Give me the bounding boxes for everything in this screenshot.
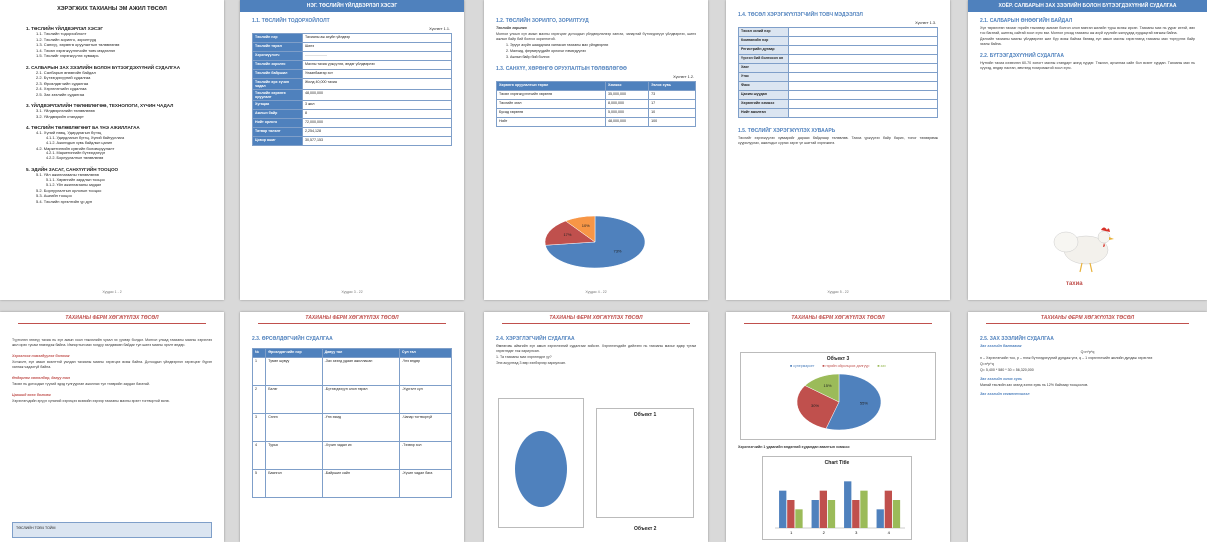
table-key: Төслийн зорилго xyxy=(253,61,303,70)
page-footer: Хуудас 1 - 2 xyxy=(102,290,122,294)
table-row xyxy=(497,91,696,100)
page-project-definition[interactable] xyxy=(240,0,464,300)
toc-item: 5.1.1. Хөрөнгийн зардлын тооцоо xyxy=(46,177,105,182)
table-cell: Тумэн шувуу xyxy=(266,358,322,386)
goals-list xyxy=(484,43,708,60)
table-header-cell: № xyxy=(253,349,266,358)
page-header: ТАХИАНЫ ФЕРМ ХӨГЖҮҮЛЭХ ТӨСӨЛ xyxy=(258,312,446,324)
table-row xyxy=(253,101,452,110)
table-key: Төслийн нэр xyxy=(253,34,303,43)
section-title: 1.2. ТӨСЛИЙН ЗОРИЛГО, ЗОРИЛТУУД xyxy=(496,18,589,24)
section-title: 2.3. ӨРСӨЛДӨГЧИЙН СУДАЛГАА xyxy=(252,336,333,342)
paragraph: Хүн төрөлхтөн тахиаг гэрийн тэжээвэр амьтан болгон олон мянган жилийн турш өсгөж ирсэн. Тахианы мах нь уураг ихтэй, өөх тос багатай, шингэц сайтай хоол хүнс юм. Монгол улсад тахианы аж ахуй сүүлийн жилүүдэд хурдацтай хөгжиж байна. xyxy=(980,26,1195,35)
table-key: Цахим шуудан xyxy=(739,91,789,100)
table-key: Төсөл эзний нэр xyxy=(739,28,789,37)
toc-section: 2. САЛБАРЫН ЗАХ ЗЭЭЛИЙН БОЛОН БҮТЭЭГДЭХҮҮНИЙ СУДАЛГАА xyxy=(26,64,181,70)
table-row xyxy=(497,118,696,127)
toc-item: 4.2.1. Маркетингийн бүтээгдэхүүн xyxy=(46,151,106,155)
table-row xyxy=(253,386,452,414)
table-cell: -Байршил сайн xyxy=(322,470,399,498)
formula: Q= 5,400 * 580 * 30 = 56,320,000 xyxy=(980,368,1034,372)
toc-title: ХЭРЭГЖИХ ТАХИАНЫ ЭМ АЖИЛ ТӨСӨЛ xyxy=(57,6,167,12)
table-cell: Сэнгэ xyxy=(266,414,322,442)
page-header: НЭГ. ТӨСЛИЙН ҮЙЛДВЭРЛЭЛ ХЭСЭГ xyxy=(240,0,464,12)
table-value xyxy=(789,28,938,37)
table-row xyxy=(739,73,938,82)
object-2-title: Объект 2 xyxy=(634,526,657,532)
toc-section: 4. ТӨСЛИЙН ТӨЛӨВЛӨГӨӨТ БА ҮНЭ АЖИЛЛАГАА xyxy=(26,125,140,130)
section-title: 1.3. САНХҮҮ, ХӨРӨНГӨ ОРУУЛАЛТЫН ТӨЛӨВЛӨГӨӨ xyxy=(496,66,627,72)
table-key: Хөрөнгийн хэмжээ xyxy=(739,100,789,109)
table-header-row xyxy=(253,349,452,358)
toc-item: 3.1. Үйлдвэрлэлийн төлөвлөгөө xyxy=(36,108,95,113)
table-header-cell: Хэмжээ xyxy=(605,82,648,91)
table-key: Компанийн нэр xyxy=(739,37,789,46)
table-key: Нийт ажилтан xyxy=(739,109,789,118)
table-value xyxy=(789,82,938,91)
table-row xyxy=(253,119,452,128)
page-industry[interactable] xyxy=(968,0,1207,300)
table-cell: 10 xyxy=(649,109,696,118)
toc-item: 2.2. Бүтээгдэхүүний судалгаа xyxy=(36,75,91,80)
table-key: Хэрэгжүүлэгч xyxy=(253,52,303,61)
table-cell: 5 xyxy=(253,470,266,498)
subheading: Зах зээлийн сегментчилэл xyxy=(980,392,1030,396)
table-cell: Нийт xyxy=(497,118,606,127)
table-key: Хугацаа xyxy=(253,101,303,110)
table-value: Улаанбаатар хот xyxy=(303,70,452,79)
pie-label: 15% xyxy=(823,383,832,389)
table-value xyxy=(789,55,938,64)
table-cell: Төсөл хэрэгжүүлэгчийн хөрөнгө xyxy=(497,91,606,100)
table-key: Үүсгэн бий болгосон он xyxy=(739,55,789,64)
table-row xyxy=(253,110,452,119)
table-key: Регистрийн дугаар xyxy=(739,46,789,55)
table-cell: -Чанар тогтворгүй xyxy=(399,414,451,442)
chicken-image xyxy=(1052,220,1122,280)
table-row xyxy=(253,442,452,470)
table-row xyxy=(253,79,452,90)
table-value: 2,254,128 xyxy=(303,128,452,137)
toc-item: 5.1. Үйл ажиллагааны төлөвлөгөө xyxy=(36,172,99,177)
section-title: 2.5. ЗАХ ЗЭЭЛИЙН СУДАЛГАА xyxy=(980,336,1054,342)
table-cell: 4 xyxy=(253,442,266,470)
toc-item: 5.2. Борлуулалтын орлогын тооцоо xyxy=(36,187,102,193)
table-row xyxy=(253,90,452,101)
page-competitors[interactable] xyxy=(240,312,464,542)
table-cell: 2 xyxy=(253,386,266,414)
bar xyxy=(828,500,835,528)
table-row xyxy=(739,64,938,73)
legend-item: ■ зах xyxy=(877,364,886,368)
toc-item: 1.4. Төсөл хэрэгжүүлэгчийн товч мэдээлэл xyxy=(36,47,116,53)
pie-slice xyxy=(515,431,567,507)
table-value xyxy=(789,109,938,118)
table-key: Ажлын байр xyxy=(253,110,303,119)
subheading: Хэрэглээг нэмэгдүүлэх боломж xyxy=(12,354,70,358)
list-item: 3. Ажлын байр бий болгох xyxy=(506,55,550,59)
table-cell: Бэлэг xyxy=(266,386,322,414)
page-header: ХОЁР. САЛБАРЫН ЗАХ ЗЭЭЛИЙН БОЛОН БҮТЭЭГДЭХҮҮНИЙ СУДАЛГАА xyxy=(968,0,1207,12)
table-value xyxy=(789,64,938,73)
table-key: Нийт орлого xyxy=(253,119,303,128)
paragraph: Төсөл нь дотоодын түүхий эдэд тулгуурлан ажиллах тул тээврийн зардал багатай. xyxy=(12,382,150,386)
bar-chart-svg xyxy=(763,466,913,540)
table-row xyxy=(253,34,452,43)
table-cell: -Үнэ өндөр xyxy=(399,358,451,386)
table-row xyxy=(497,100,696,109)
list-item: 2. Малчид, фермерүүдийн орлогыг нэмэгдүүлэх xyxy=(506,49,586,53)
subheading: Төслийн зорилго xyxy=(496,26,527,30)
table-header-cell: Эзлэх хувь xyxy=(649,82,696,91)
object-3-chart xyxy=(740,352,936,440)
table-row xyxy=(739,28,938,37)
formula: Q=n*p*q xyxy=(1080,350,1095,354)
table-cell: 73 xyxy=(649,91,696,100)
consumer-pie-small xyxy=(498,398,584,528)
paragraph: n – Хэрэглэгчийн тоо, p – нэгж бүтээгдэхүүний дундаж үнэ, q – 1 хэрэглэгчийн жилийн дундаж хэрэглээ xyxy=(980,356,1153,360)
bar xyxy=(787,500,794,528)
table-row xyxy=(253,70,452,79)
bar xyxy=(779,491,786,528)
section-title: 1.1. ТӨСЛИЙН ТОДОРХОЙЛОЛТ xyxy=(252,18,330,24)
summary-box: ТӨСЛИЙН ТОВЧ ТОЙМ xyxy=(12,522,212,538)
investment-table xyxy=(496,81,696,127)
table-value: 30,577,153 xyxy=(303,137,452,146)
table-row xyxy=(253,61,452,70)
toc-list xyxy=(0,12,224,204)
page-header: ТАХИАНЫ ФЕРМ ХӨГЖҮҮЛЭХ ТӨСӨЛ xyxy=(502,312,690,324)
table-cell: Турья xyxy=(266,442,322,470)
list-item: 1. Эрүүл ахуйн шаардлага хангасан тахианы мах үйлдвэрлэх xyxy=(506,43,609,47)
toc-section: 1. ТӨСЛИЙН ҮЙЛДВЭРЛЭЛ ХЭСЭГ xyxy=(26,26,103,31)
toc-item: 1.2. Төслийн зорилго, зорилтууд xyxy=(36,36,97,42)
table-row xyxy=(253,470,452,498)
paragraph: Өмнөговь аймгийн хүн амын хэрэглээний судалгааг хийсэн. Хэрэглэгчдийн дийлэнх нь тахианы махыг өдөр тутам хэрэглэдэг гэж хариулсан. xyxy=(496,344,696,353)
table-cell: -Хүргэлт сул xyxy=(399,386,451,414)
table-key: Төслийн өрх хүчин чадал xyxy=(253,79,303,90)
table-row xyxy=(739,109,938,118)
table-header-cell: Хөрөнгө оруулалтын төрөл xyxy=(497,82,606,91)
toc-item: 2.3. Өрсөлдөгчийн судалгаа xyxy=(36,80,89,86)
table-row xyxy=(739,91,938,100)
table-key: Төслийн хөрөнгө оруулалт xyxy=(253,90,303,101)
table-value: 72,000,000 xyxy=(303,119,452,128)
paragraph: Төслийг хэрэгжүүлэх хуваарийг дараах байдлаар төлөвлөв. Тахиа үржүүлэх байр барих, тоног төхөөрөмж суурилуулах, ажилчдыг сургах зэрэг үе шаттай хэрэгжинэ. xyxy=(738,136,938,145)
bar xyxy=(812,500,819,528)
table-row xyxy=(497,109,696,118)
table-cell: -Тээвэр хол xyxy=(399,442,451,470)
paragraph: Нутгийн тахиа ихэвчлэн 60-70 хоногт махны стандарт жинд хүрдэг. Тэжээл, арчилгаа сайн бол өсөлт хурдан. Тахианы мах нь хүүхэд, өндөр настан, өвчтөнд тохиромжтой хоол хүнс. xyxy=(980,61,1195,70)
page-header: ТАХИАНЫ ФЕРМ ХӨГЖҮҮЛЭХ ТӨСӨЛ xyxy=(18,312,206,324)
section-title: 1.4. ТӨСӨЛ ХЭРЭГЖҮҮЛЭГЧИЙН ТОВЧ МЭДЭЭЛЭЛ xyxy=(738,12,863,18)
pie-label: 55% xyxy=(859,400,868,406)
image-label: тахиа xyxy=(1066,281,1083,287)
table-value: Тахианы аж ахуйн үйлдвэр xyxy=(303,34,452,43)
bar xyxy=(877,509,884,528)
paragraph: Энэ асуултад 3 өөр хэлбэрээр хариулсан. xyxy=(496,361,567,365)
toc-item: 2.4. Хэрэглэгчийн судалгаа xyxy=(36,86,87,91)
pie-label: 17% xyxy=(563,231,572,237)
toc-item: 1.1. Төслийн тодорхойлолт xyxy=(36,31,87,36)
table-key: Хаяг xyxy=(739,64,789,73)
table-header-cell: Давуу тал xyxy=(322,349,399,358)
toc-item: 4.1.1. Удирдлагын бүтэц, Хүний байгууллага xyxy=(46,135,125,140)
table-row xyxy=(253,43,452,52)
section-title: 2.2. БҮТЭЭГДЭХҮҮНИЙ СУДАЛГАА xyxy=(980,53,1064,59)
table-value: Махны тахиа үржүүлэх, өндөг үйлдвэрлэх xyxy=(303,61,452,70)
table-value: 3 жил xyxy=(303,101,452,110)
table-caption: Хүснэгт 1.2. xyxy=(673,75,694,79)
chart-title: Объект 3 xyxy=(826,356,850,362)
table-cell: Баянгол xyxy=(266,470,322,498)
table-cell: Төслийн зээл xyxy=(497,100,606,109)
table-key: Утас xyxy=(739,73,789,82)
page-implementer[interactable] xyxy=(726,0,950,300)
consumer-pie-small-svg xyxy=(499,399,585,529)
pie-label: 73% xyxy=(613,248,622,254)
table-cell: -Үнэ хямд xyxy=(322,414,399,442)
paragraph: Түүнчлэн энэхүү тахиа нь хүн амын хоол тэжээлийн чухал эх үүсвэр болдог. Монгол улсад тахианы махны хэрэглээ жил ирэх тусам нэмэгдэж байна. Импортын мах голдуу хөлдөөсөн байдаг тул шинэ махны эрэлт өндөр. xyxy=(12,338,212,347)
bar xyxy=(795,509,802,528)
definition-table xyxy=(252,33,452,146)
page-header: ТАХИАНЫ ФЕРМ ХӨГЖҮҮЛЭХ ТӨСӨЛ xyxy=(986,312,1189,324)
page-market-notes[interactable] xyxy=(0,312,224,542)
object-3-pie xyxy=(741,368,937,438)
bar xyxy=(820,491,827,528)
page-market-size[interactable] xyxy=(968,312,1207,542)
table-cell: 35,000,000 xyxy=(605,91,648,100)
table-cell: -Зах зээлд удаан ажилласан xyxy=(322,358,399,386)
object-1-box xyxy=(596,408,694,518)
object-1-title: Объект 1 xyxy=(633,412,657,418)
table-caption: Хүснэгт 1.3. xyxy=(915,21,936,25)
table-value: 8 xyxy=(303,110,452,119)
table-header-cell: Өрсөлдөгчийн нэр xyxy=(266,349,322,358)
table-value xyxy=(789,46,938,55)
formula: Q=n*p*q xyxy=(980,362,994,366)
table-caption: Хүснэгт 1.1. xyxy=(429,27,450,31)
subheading: Зах зээлийн багтаамж xyxy=(980,344,1022,348)
x-tick-label: 2 xyxy=(822,530,825,535)
section-title: 1.5. ТӨСЛИЙГ ХЭРЭГЖҮҮЛЭХ ХУВААРЬ xyxy=(738,128,836,134)
paragraph: Манай төслийн зах зээлд эзлэх хувь нь 12% байхаар тооцоолов. xyxy=(980,383,1089,387)
table-row xyxy=(739,82,938,91)
pie-label: 10% xyxy=(581,223,590,229)
table-value xyxy=(789,100,938,109)
table-row xyxy=(739,46,938,55)
section-title: 2.4. ХЭРЭГЛЭГЧИЙН СУДАЛГАА xyxy=(496,336,575,342)
table-cell: 100 xyxy=(649,118,696,127)
subheading: Өндөрлөг хөтөлбөр, давуу тал xyxy=(12,376,70,380)
page-goals[interactable] xyxy=(484,0,708,300)
toc-section: 3. ҮЙЛДВЭРЛЭЛИЙН ТӨЛӨВЛӨГӨӨ, ТЕХНОЛОГИ, ХҮЧИН ЧАДАЛ xyxy=(26,103,174,108)
paragraph: Дэлхийн тахианы махны үйлдвэрлэл жил бүр өсөж байгаа бөгөөд хүн амын махны хэрэглээнд тахианы мах тэргүүлэх байр эзэлж байна. xyxy=(980,37,1195,46)
toc-item: 5.1.2. Үйл ажиллагааны зардал xyxy=(46,182,102,187)
subheading: Цаашид өсөх боломж xyxy=(12,393,51,397)
table-row xyxy=(253,137,452,146)
question-text: 1. Та тахианы мах хэрэглэдэг үү? xyxy=(496,355,552,359)
table-cell: -Бүтээгдэхүүн олон төрөл xyxy=(322,386,399,414)
subheading: Зах зээлийн эзлэх хувь xyxy=(980,377,1023,381)
table-value xyxy=(789,37,938,46)
table-header-cell: Сул тал xyxy=(399,349,451,358)
table-row xyxy=(739,100,938,109)
toc-item: 4.2.2. Борлуулалтын төлөвлөгөө xyxy=(46,156,104,160)
bar xyxy=(852,500,859,528)
table-cell: 1 xyxy=(253,358,266,386)
toc-item: 1.5. Төслийг хэрэгжүүлэх хуваарь xyxy=(36,53,99,58)
x-tick-label: 1 xyxy=(790,530,793,535)
bar xyxy=(885,491,892,528)
table-cell: 5,000,000 xyxy=(605,109,648,118)
table-row xyxy=(253,52,452,61)
table-key: Төслийн төрөл xyxy=(253,43,303,52)
chart-title: Chart Title xyxy=(824,460,850,466)
toc-item: 4.2. Маркетингийн сувгийн боловсруулалт xyxy=(36,145,115,151)
table-value: Шинэ xyxy=(303,43,452,52)
toc-item: 2.5. Зах зээлийн судалгаа xyxy=(36,91,85,97)
table-key: Татвар төлөлт xyxy=(253,128,303,137)
page-consumers[interactable] xyxy=(484,312,708,542)
table-value: ...................... xyxy=(303,52,452,61)
table-row xyxy=(253,128,452,137)
table-row xyxy=(739,55,938,64)
table-cell: 3 xyxy=(253,414,266,442)
pie-label: 30% xyxy=(811,403,820,409)
investment-pie-chart xyxy=(520,200,670,280)
implementer-table xyxy=(738,27,938,118)
section-title: 2.1. САЛБАРЫН ӨНӨӨГИЙН БАЙДАЛ xyxy=(980,18,1073,24)
table-cell: 48,000,000 xyxy=(605,118,648,127)
table-row xyxy=(253,358,452,386)
table-value: 48,000,000 xyxy=(303,90,452,101)
bar-chart xyxy=(762,456,912,540)
paragraph: Хотжилт, хүн амын өсөлттэй уялдан тахианы махны хэрэгцээ өсөж байна. Дотоодын үйлдвэрлэл хэрэгцээг бүрэн хангаж чадахгүй байна. xyxy=(12,360,212,369)
page-toc[interactable] xyxy=(0,0,224,300)
chart-caption: Хэрэглэгчийн 1 удаагийн өндөгний худалдан авалтын хэмжээ: xyxy=(738,445,851,449)
table-key: Цэвэр ашиг xyxy=(253,137,303,146)
page-footer: Хуудас 4 - 22 xyxy=(585,290,607,294)
legend-item: ■ супермаркет xyxy=(790,364,815,368)
table-value: Жилд 40,000 тахиа xyxy=(303,79,452,90)
table-cell: -Хүчин чадал бага xyxy=(399,470,451,498)
paragraph: Хэрэглэгчдийн эрүүл хүнсний хэрэгцээ өсөхийн хэрээр тахианы махны эрэлт тогтвортой өснө. xyxy=(12,399,170,403)
page-footer: Хуудас 5 - 22 xyxy=(827,290,849,294)
competitor-table xyxy=(252,348,452,498)
toc-item: 4.1. Хүний нөөц, Удирдлагын бүтэц xyxy=(36,130,102,135)
toc-item: 5.4. Төслийн эргэлтийн үр дүн xyxy=(36,198,93,204)
page-header: ТАХИАНЫ ФЕРМ ХӨГЖҮҮЛЭХ ТӨСӨЛ xyxy=(744,312,932,324)
table-key: Факс xyxy=(739,82,789,91)
table-value xyxy=(789,73,938,82)
bar xyxy=(860,491,867,528)
bar xyxy=(893,500,900,528)
x-tick-label: 3 xyxy=(855,530,858,535)
table-key: Төслийн байршил xyxy=(253,70,303,79)
legend-item: ■ гэрийн ойролцоох дэлгүүр xyxy=(822,364,870,368)
page-consumer-charts[interactable] xyxy=(726,312,950,542)
toc-item: 3.2. Үйлдвэрийн стандарт xyxy=(36,113,84,119)
toc-section: 5. ЭДИЙН ЗАСАГ, САНХҮҮГИЙН ТООЦОО xyxy=(26,167,119,172)
table-cell: -Хүчин чадал их xyxy=(322,442,399,470)
x-tick-label: 4 xyxy=(887,530,890,535)
paragraph: Монгол улсын хүн амын махны хэрэгцээг дотоодын үйлдвэрлэлээр хангах, чанартай бүтээгдэхүүн үйлдвэрлэх, шинэ ажлын байр бий болгох зорилготой. xyxy=(496,32,696,41)
toc-item: 4.1.2. Ажилчдын хувь байдлын цалин xyxy=(46,140,113,145)
table-cell: 17 xyxy=(649,100,696,109)
toc-item: 2.1. Салбарын өнөөгийн байдал xyxy=(36,69,96,75)
page-footer: Хуудас 3 - 22 xyxy=(341,290,363,294)
table-cell: 8,000,000 xyxy=(605,100,648,109)
toc-item: 5.3. Ашгийн тооцоо xyxy=(36,193,72,198)
table-cell: Бусад хөрөнгө xyxy=(497,109,606,118)
table-row xyxy=(253,414,452,442)
table-value xyxy=(789,91,938,100)
table-row xyxy=(739,37,938,46)
bar xyxy=(844,481,851,528)
toc-item: 1.3. Санхүү, хөрөнгө оруулалтын төлөвлөгөө xyxy=(36,42,120,47)
table-header-row xyxy=(497,82,696,91)
